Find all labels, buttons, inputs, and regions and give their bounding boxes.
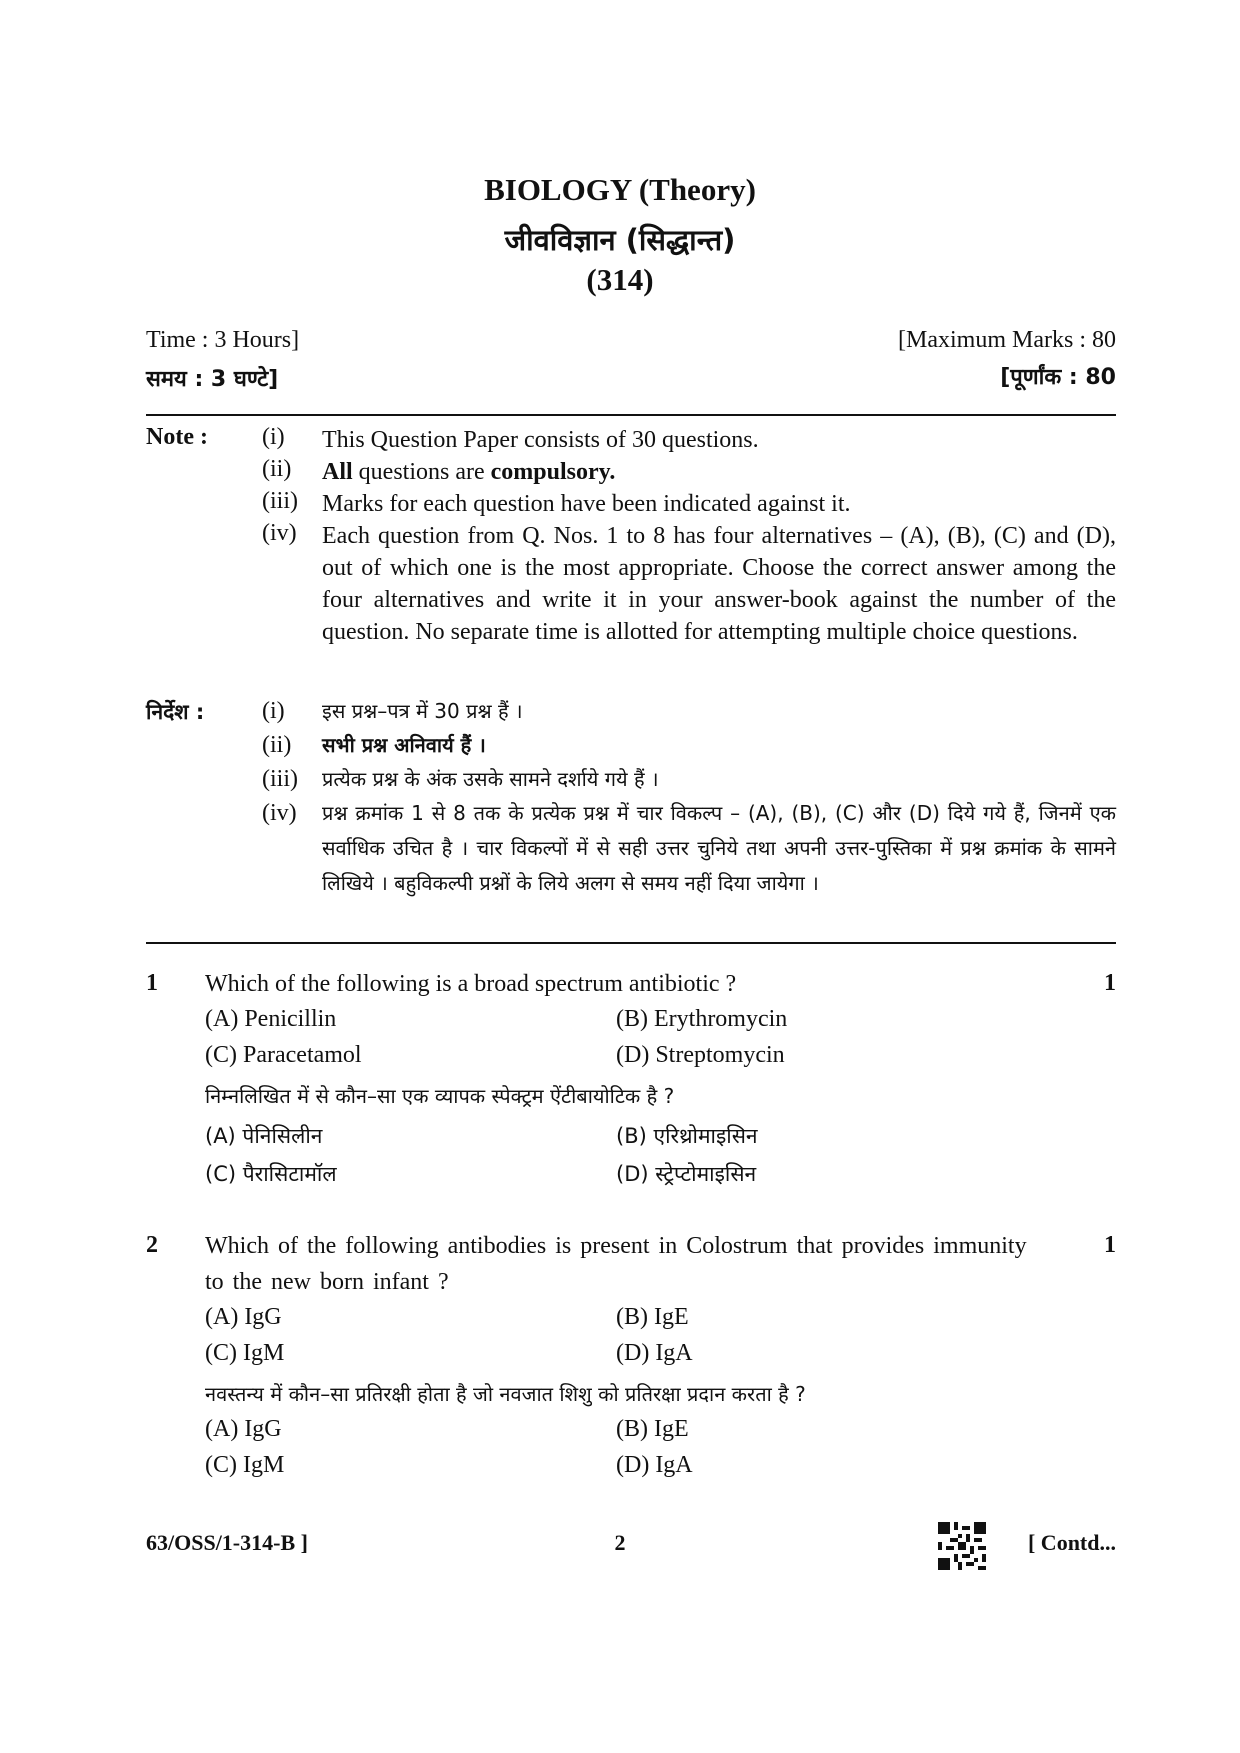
continued-label: [ Contd... (1027, 1530, 1116, 1555)
option-a-hindi: (A) पेनिसिलीन (205, 1124, 323, 1148)
question-text-hindi: निम्नलिखित में से कौन–सा एक व्यापक स्पेक्ट्रम ऐंटीबायोटिक है ? (205, 1084, 675, 1108)
nirdesh-num: (ii) (262, 732, 292, 758)
paper-title-hindi: जीवविज्ञान (सिद्धान्त) (504, 223, 736, 257)
note-text: Marks for each question have been indicated against it. (322, 491, 851, 517)
note-emphasis: All (322, 459, 353, 485)
note-text: This Question Paper consists of 30 questions. (322, 427, 759, 453)
page-number: 2 (614, 1530, 626, 1555)
option-d: (D) Streptomycin (616, 1042, 785, 1068)
time-label: Time : 3 Hours] (146, 327, 300, 353)
question-text: Which of the following is a broad spectrum antibiotic ? (205, 971, 737, 997)
nirdesh-num: (i) (262, 698, 285, 724)
max-marks-label-hindi: [पूर्णांक : 80 (1000, 365, 1116, 390)
time-label-hindi: समय : 3 घण्टे] (146, 367, 279, 392)
note-num: (i) (262, 424, 285, 450)
nirdesh-num: (iii) (262, 766, 298, 792)
nirdesh-label: निर्देश : (146, 700, 205, 724)
option-c: (C) Paracetamol (205, 1042, 362, 1068)
note-text (322, 456, 1116, 488)
nirdesh-text: इस प्रश्न–पत्र में 30 प्रश्न हैं । (322, 699, 523, 723)
question-text: Which of the following antibodies is present in Colostrum that provides immunity to the new born infant ? (205, 1233, 1027, 1295)
option-b-hindi: (B) IgE (616, 1416, 689, 1442)
question-number: 2 (146, 1232, 158, 1258)
note-num: (iii) (262, 488, 298, 514)
nirdesh-text: प्रश्न क्रमांक 1 से 8 तक के प्रत्येक प्रश्न में चार विकल्प – (A), (B), (C) और (D) दिये गये हैं, जिनमें एक सर्वाधिक उचित है । चार विकल्पों में से सही उत्तर चुनिये तथा अपनी उत्तर-पुस्तिका में प्रश्न क्रमांक के सामने लिखिये । बहुविकल्पी प्रश्नों के लिये अलग से समय नहीं दिया जायेगा । (322, 801, 1116, 895)
question-text-hindi: नवस्तन्य में कौन–सा प्रतिरक्षी होता है जो नवजात शिशु को प्रतिरक्षा प्रदान करता है ? (205, 1382, 806, 1406)
note-emphasis: compulsory. (490, 459, 616, 485)
option-d: (D) IgA (616, 1340, 693, 1366)
option-d-hindi: (D) स्ट्रेप्टोमाइसिन (616, 1162, 757, 1186)
nirdesh-text: प्रत्येक प्रश्न के अंक उसके सामने दर्शाये गये हैं । (322, 767, 659, 791)
section-divider (146, 942, 1116, 944)
option-a-hindi: (A) IgG (205, 1416, 282, 1442)
note-text: Each question from Q. Nos. 1 to 8 has four alternatives – (A), (B), (C) and (D), out of which one is the most appropriate. Choose the correct answer among the four alternatives and write it in your answer-book against the number of the question. No separate time is allotted for attempting multiple choice questions. (322, 523, 1116, 645)
nirdesh-num: (iv) (262, 800, 297, 826)
option-c-hindi: (C) पैरासिटामॉल (205, 1162, 337, 1186)
option-b-hindi: (B) एरिथ्रोमाइसिन (616, 1124, 758, 1148)
option-a: (A) IgG (205, 1304, 282, 1330)
note-num: (iv) (262, 520, 297, 546)
option-b: (B) Erythromycin (616, 1006, 788, 1032)
note-text-part: questions are (352, 459, 491, 485)
option-d-hindi: (D) IgA (616, 1452, 693, 1478)
question-marks: 1 (1104, 1232, 1116, 1258)
note-label: Note : (146, 424, 208, 450)
option-c-hindi: (C) IgM (205, 1452, 285, 1478)
question-marks: 1 (1104, 970, 1116, 996)
option-b: (B) IgE (616, 1304, 689, 1330)
top-divider (146, 414, 1116, 416)
paper-title: BIOLOGY (Theory) (484, 172, 756, 207)
note-num: (ii) (262, 456, 292, 482)
option-c: (C) IgM (205, 1340, 285, 1366)
paper-code: (314) (586, 262, 654, 297)
qr-code-icon (938, 1522, 986, 1570)
question-number: 1 (146, 970, 158, 996)
max-marks-label: [Maximum Marks : 80 (898, 327, 1116, 353)
option-a: (A) Penicillin (205, 1006, 337, 1032)
nirdesh-text: सभी प्रश्न अनिवार्य हैं । (322, 733, 486, 757)
paper-code-footer: 63/OSS/1-314-B ] (146, 1530, 308, 1555)
